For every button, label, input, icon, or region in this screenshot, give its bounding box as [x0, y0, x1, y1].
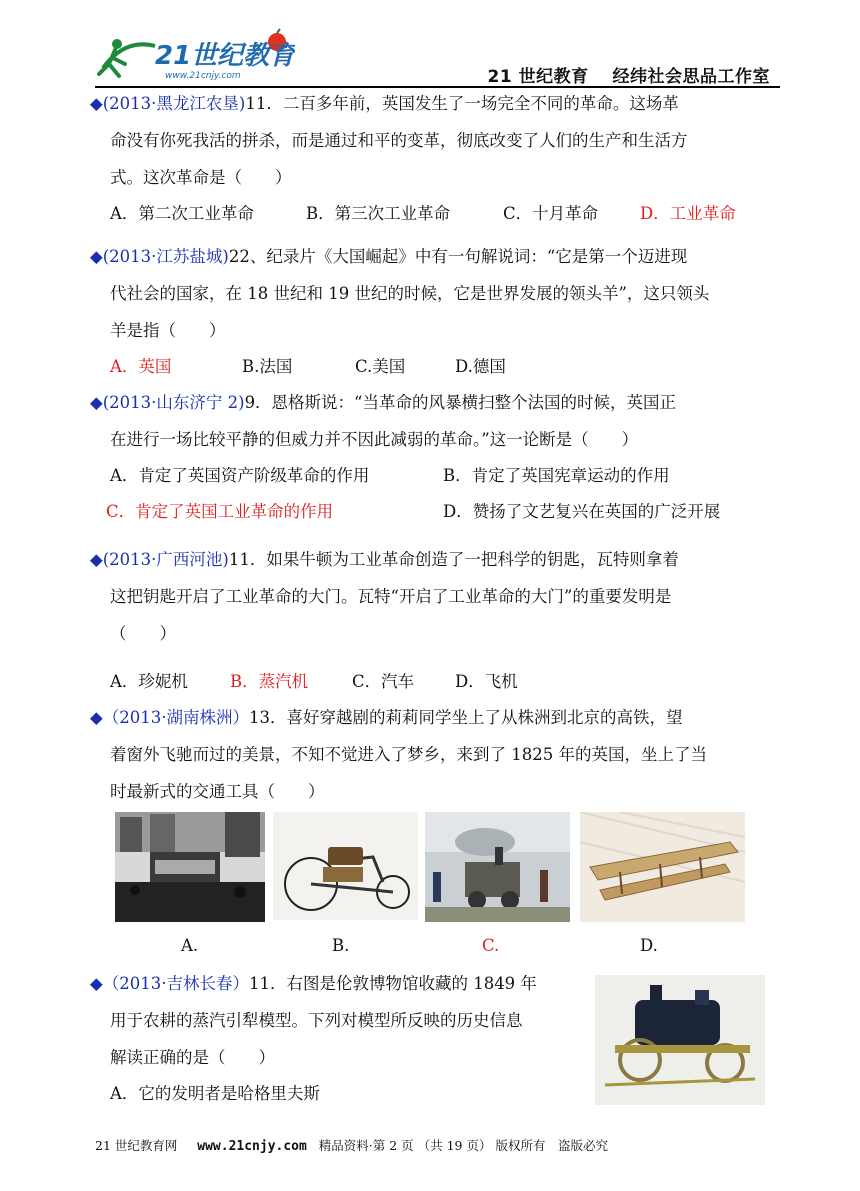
q1-option-d: D．工业革命: [640, 204, 736, 223]
q3-option-b: B．肯定了英国宪章运动的作用: [443, 466, 670, 485]
q4-option-a: A．珍妮机: [110, 672, 188, 691]
q4-text1: 11．如果牛顿为工业革命创造了一把科学的钥匙，瓦特则拿着: [228, 550, 679, 569]
q2-source: (2013·江苏盐城): [102, 247, 229, 266]
q2-line2: 代社会的国家，在 18 世纪和 19 世纪的时候，它是世界发展的领头羊”，这只领头: [110, 284, 710, 303]
q1-line1: [90, 90, 679, 114]
q1-text1: 11．二百多年前，英国发生了一场完全不同的革命。这场革: [245, 94, 679, 113]
q5-line1: [90, 704, 682, 728]
q4-line3: （ ）: [110, 624, 176, 643]
q2-option-a: A．英国: [110, 357, 172, 376]
header-divider: [95, 86, 780, 88]
q3-line2: 在进行一场比较平静的但威力并不因此减弱的革命。”这一论断是（ ）: [110, 430, 639, 449]
q1-line2: 命没有你死我活的拼杀，而是通过和平的变革，彻底改变了人们的生产和生活方: [110, 131, 688, 150]
logo-url: www.21cnjy.com: [165, 71, 241, 81]
benz-car-photo: [273, 812, 418, 920]
q6-line2: 用于农耕的蒸汽引犁模型。下列对模型所反映的历史信息: [110, 1011, 523, 1030]
q1-line3: 式。这次革命是（ ）: [110, 168, 292, 187]
q4-option-b: B．蒸汽机: [230, 672, 309, 691]
locomotion-painting-photo: [425, 812, 570, 922]
header-title: 21 世纪教育 经纬社会思品工作室: [487, 67, 770, 87]
q6-line3: 解读正确的是（ ）: [110, 1048, 275, 1067]
q6-text1: 11．右图是伦敦博物馆收藏的 1849 年: [248, 974, 537, 993]
q3-text1: 9．恩格斯说：“当革命的风暴横扫整个法国的时候，英国正: [244, 393, 676, 412]
diamond-bullet-icon: ◆: [90, 94, 103, 113]
q6-option-a: A．它的发明者是哈格里夫斯: [110, 1084, 320, 1103]
q2-line1: [90, 243, 687, 267]
diamond-bullet-icon: ◆: [90, 393, 103, 412]
q3-line1: [90, 389, 676, 413]
site-logo: [95, 28, 295, 83]
q2-option-c: C.美国: [355, 357, 406, 376]
q1-option-a: A．第二次工业革命: [110, 204, 254, 223]
q2-text1: 22、纪录片《大国崛起》中有一句解说词：“它是第一个迈进现: [228, 247, 688, 266]
wright-airplane-photo: [580, 812, 745, 922]
q1-option-b: B．第三次工业革命: [306, 204, 451, 223]
q4-line1: [90, 546, 679, 570]
q5-text1: 13．喜好穿越剧的莉莉同学坐上了从株洲到北京的高铁，望: [248, 708, 683, 727]
diamond-bullet-icon: ◆: [90, 708, 103, 727]
q3-source: (2013·山东济宁 2): [102, 393, 245, 412]
q5-line2: 着窗外飞驰而过的美景，不知不觉进入了梦乡，来到了 1825 年的英国，坐上了当: [110, 745, 707, 764]
q5-label-d: D.: [640, 936, 658, 955]
q4-option-c: C．汽车: [352, 672, 415, 691]
q3-option-a: A．肯定了英国资产阶级革命的作用: [110, 466, 370, 485]
footer-url[interactable]: www.21cnjy.com: [197, 1139, 307, 1154]
q5-source: （2013·湖南株洲）: [102, 708, 249, 727]
diamond-bullet-icon: ◆: [90, 550, 103, 569]
tram-photo: [115, 812, 265, 922]
q5-line3: 时最新式的交通工具（ ）: [110, 782, 325, 801]
q2-option-b: B.法国: [242, 357, 293, 376]
q6-line1: [90, 970, 537, 994]
q4-option-d: D．飞机: [455, 672, 518, 691]
q3-option-d: D．赞扬了文艺复兴在英国的广泛开展: [443, 502, 721, 521]
q5-label-c: C.: [482, 936, 500, 955]
q2-line3: 羊是指（ ）: [110, 321, 226, 340]
q3-option-c: C．肯定了英国工业革命的作用: [106, 502, 334, 521]
q4-line2: 这把钥匙开启了工业革命的大门。瓦特“开启了工业革命的大门”的重要发明是: [110, 587, 672, 606]
page-footer: [95, 1136, 608, 1154]
logo-text: 21世纪教育: [155, 41, 295, 71]
q2-option-d: D.德国: [455, 357, 506, 376]
q1-source: (2013·黑龙江农垦): [102, 94, 246, 113]
steam-plough-model-photo: [595, 975, 765, 1105]
q5-label-a: A.: [181, 936, 199, 955]
q1-option-c: C．十月革命: [503, 204, 599, 223]
q4-source: (2013·广西河池): [102, 550, 229, 569]
footer-page-info: 精品资料·第 2 页 （共 19 页） 版权所有 盗版必究: [318, 1138, 608, 1153]
q5-label-b: B.: [332, 936, 350, 955]
footer-site: 21 世纪教育网: [95, 1138, 178, 1153]
diamond-bullet-icon: ◆: [90, 247, 103, 266]
diamond-bullet-icon: ◆: [90, 974, 103, 993]
q6-source: （2013·吉林长春）: [102, 974, 249, 993]
